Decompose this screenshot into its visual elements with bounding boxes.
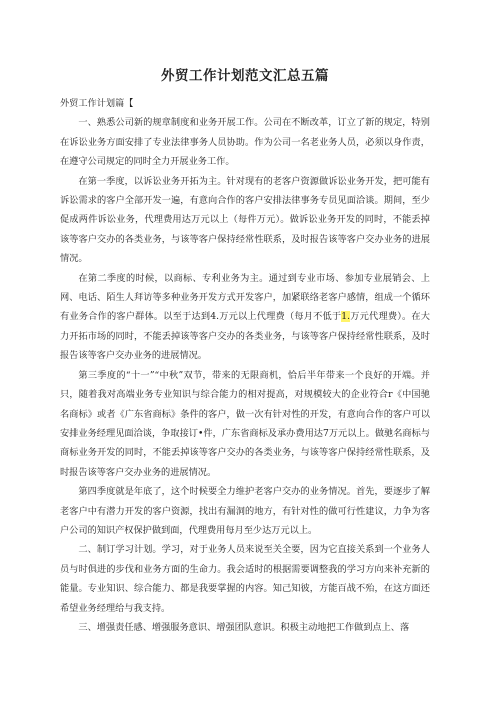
paragraph-1: 一、熟悉公司新的规章制度和业务开展工作。公司在不断改革，订立了新的规定，特别在诉讼业务方面安排了专业法律事务人员协助。作为公司一名老业务人员，必须以身作责，在遵守公司规定的同时全力开展业务工作。	[60, 117, 430, 168]
paragraph-3	[60, 269, 430, 366]
paragraph-3-text-before: 在第二季度的时候，以商标、专利业务为主。通过到专业市场、参加专业展销会、上网、电话、陌生人拜访等多种业务开发方式开发客户，加紧联络老客户感情，组成一个循环有业务合作的客户群体。以至于达到4.万元以上代理费（每月不低于	[60, 272, 430, 323]
section-heading: 外贸工作计划篇【	[60, 98, 134, 109]
paragraph-2: 在第一季度，以诉讼业务开拓为主。针对现有的老客户资源做诉讼业务开发，把可能有诉讼需求的客户全部开发一遍，有意向合作的客户安排法律事务专员见面洽谈。期间，至少促成两件诉讼业务，代理费用达万元以上（每件万元）。做诉讼业务开发的同时，不能丢掉该等客户交办的各类业务，与该等客户保持经常性联系，及时报告该等客户交办业务的进展情况。	[60, 175, 430, 265]
paragraph-7: 三、增强责任感、增强服务意识、增强团队意识。积极主动地把工作做到点上、落	[78, 621, 410, 633]
paragraph-3-text-after: 万元代理费）。在大力开拓市场的同时，不能丢掉该等客户交办的各类业务，与该等客户保持经常性联系，及时报告该等客户交办业务的进展情况。	[60, 311, 430, 362]
document-title: 外贸工作计划范文汇总五篇	[161, 68, 329, 84]
paragraph-4: 第三季度的“十一”“中秋”双节，带来的无限商机，恰后半年带来一个良好的开端。并只，随着我对高端业务专业知识与综合能力的相对提高，对规模较大的企业符合r《中国驰名商标》或者《广东省商标》条件的客户，做一次有针对性的开发，有意向合作的客户可以安排业务经理见面洽谈，争取接订•件，广东省商标及承办费用达7万元以上。做驰名商标与商标业务开发的同时，不能丢掉该等客户交办的各类业务，与该等客户保持经常性联系，及时报告该等客户交办业务的进展情况。	[60, 369, 430, 478]
paragraph-5: 第四季度就是年底了，这个时候要全力维护老客户交办的业务情况。首先，要逐步了解老客户中有潜力开发的客户资源，找出有漏洞的地方，有针对性的做可行性建议，力争为客户公司的知识产权保护做到面，代理费用每月至少达万元以上。	[60, 486, 430, 536]
highlighted-text: 1.	[341, 311, 351, 323]
paragraph-6: 二、制订学习计划。学习，对于业务人员来说至关全要，因为它直接关系到一个业务人员与时俱进的步伐和业务方面的生命力。我会适时的根据需要调整我的学习方向来补充新的能量。专业知识、综合能力、都是我要掌握的内容。知己知彼，方能百战不殆，在这方面还希望业务经理给与我支持。	[60, 544, 430, 614]
